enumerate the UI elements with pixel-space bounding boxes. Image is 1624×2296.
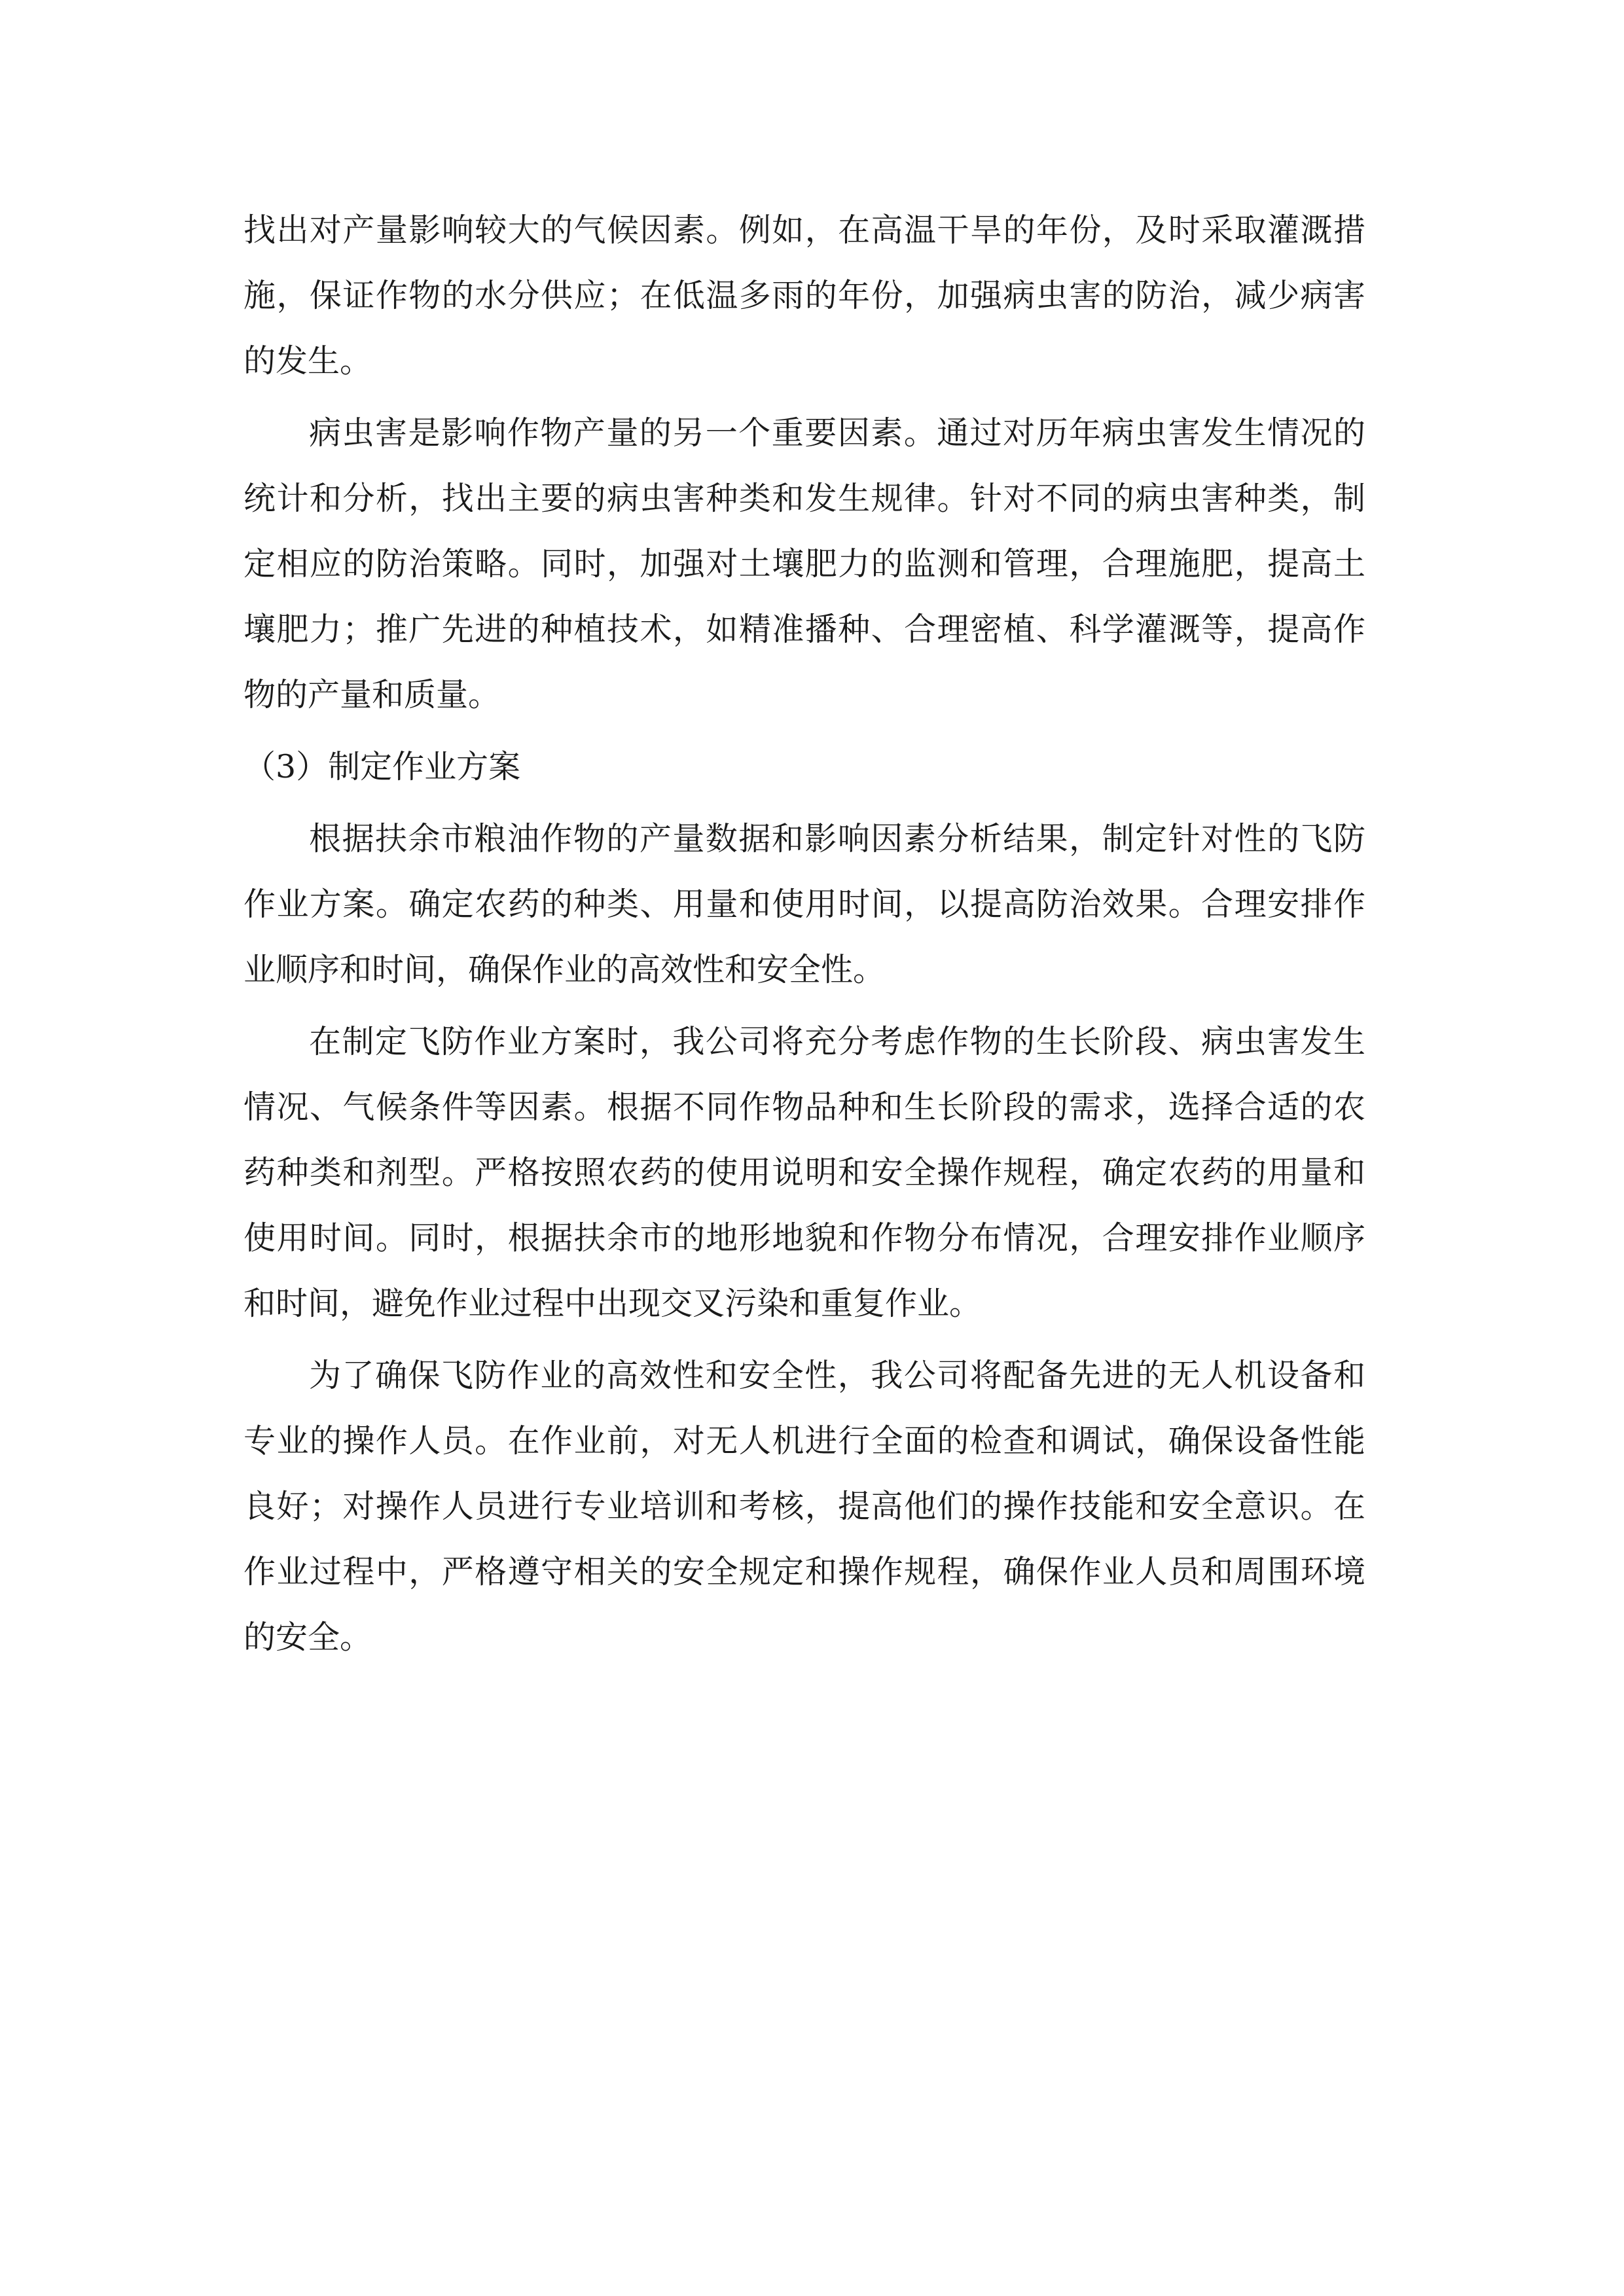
paragraph-pests-and-diseases: 病虫害是影响作物产量的另一个重要因素。通过对历年病虫害发生情况的统计和分析，找出主要的病虫害种类和发生规律。针对不同的病虫害种类，制定相应的防治策略。同时，加强对土壤肥力的监测和管理，合理施肥，提高土壤肥力；推广先进的种植技术，如精准播种、合理密植、科学灌溉等，提高作物的产量和质量。 (244, 414, 1365, 713)
section-heading: （3）制定作业方案 (244, 748, 521, 785)
paragraph-operation-plan: 根据扶余市粮油作物的产量数据和影响因素分析结果，制定针对性的飞防作业方案。确定农药的种类、用量和使用时间，以提高防治效果。合理安排作业顺序和时间，确保作业的高效性和安全性。 (244, 820, 1365, 988)
paragraph-plan-considerations: 在制定飞防作业方案时，我公司将充分考虑作物的生长阶段、病虫害发生情况、气候条件等因素。根据不同作物品种和生长阶段的需求，选择合适的农药种类和剂型。严格按照农药的使用说明和安全操作规程，确定农药的用量和使用时间。同时，根据扶余市的地形地貌和作物分布情况，合理安排作业顺序和时间，避免作业过程中出现交叉污染和重复作业。 (244, 1023, 1365, 1322)
document-body (244, 198, 1365, 1677)
paragraph-climate-factors: 找出对产量影响较大的气候因素。例如，在高温干旱的年份，及时采取灌溉措施，保证作物的水分供应；在低温多雨的年份，加强病虫害的防治，减少病害的发生。 (244, 211, 1365, 380)
paragraph-safety-equipment: 为了确保飞防作业的高效性和安全性，我公司将配备先进的无人机设备和专业的操作人员。在作业前，对无人机进行全面的检查和调试，确保设备性能良好；对操作人员进行专业培训和考核，提高他们的操作技能和安全意识。在作业过程中，严格遵守相关的安全规定和操作规程，确保作业人员和周围环境的安全。 (244, 1357, 1365, 1656)
